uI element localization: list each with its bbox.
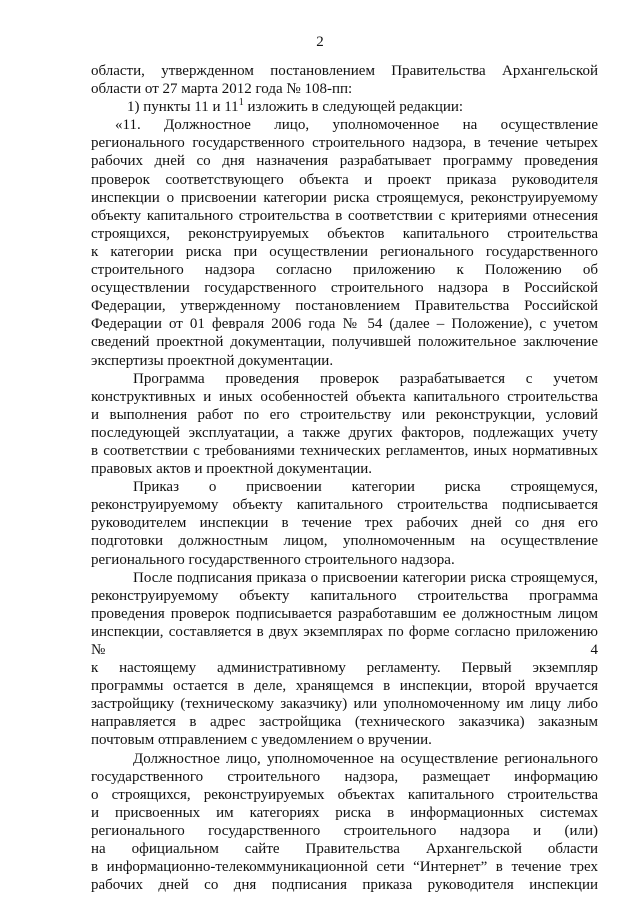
text-line: в соответствии с требованиями технических регламентов, иных нормативных xyxy=(91,442,598,459)
text-line: проверок соответствующего объекта и проект приказа руководителя xyxy=(91,171,598,188)
text-line: объекту капитального строительства в соответствии с критериями отнесения xyxy=(91,207,598,224)
list-item-1-suffix: изложить в следующей редакции: xyxy=(243,99,464,116)
text-line: реконструируемому объекту капитального строительства подписывается xyxy=(91,497,598,514)
text-line: рабочих дней со дня подписания приказа руководителя инспекции xyxy=(91,877,598,894)
document-body xyxy=(91,62,598,894)
text-line: к настоящему административному регламенту. Первый экземпляр xyxy=(91,660,598,677)
text-line: строительного надзора согласно приложению к Положению об xyxy=(91,262,598,279)
text-line: регионального государственного строительного надзора, в течение четырех xyxy=(91,135,598,152)
text-line: области, утвержденном постановлением Правительства Архангельской xyxy=(91,63,598,79)
text-line: и выполнения работ по его строительству или реконструкции, условий xyxy=(91,406,598,423)
text-line: подготовки должностным лицом, уполномоченным на осуществление xyxy=(91,533,598,550)
text-line: инспекции, составляется в двух экземплярах по форме согласно приложению № 4 xyxy=(91,623,598,658)
text-line: застройщику (техническому заказчику) или уполномоченному им лицу либо xyxy=(91,696,598,713)
text-line: к категории риска при осуществлении регионального государственного xyxy=(91,243,598,260)
text-line: регионального государственного строительного надзора. xyxy=(91,551,455,568)
superscript: 1 xyxy=(238,97,244,109)
page-number: 2 xyxy=(316,34,324,50)
list-item-1-prefix: 1) пункты 11 и 11 xyxy=(127,99,239,116)
text-line: строящихся, реконструируемых объектов капитального строительства xyxy=(91,225,598,242)
text-line: экспертизы проектной документации. xyxy=(91,352,334,369)
text-line: государственного строительного надзора, размещает информацию xyxy=(91,768,598,785)
text-line: руководителем инспекции в течение трех рабочих дней со дня его xyxy=(91,515,598,532)
text-line: Федерации от 01 февраля 2006 года № 54 (далее – Положение), с учетом xyxy=(91,316,598,333)
text-line: инспекции о присвоении категории риска строящемуся, реконструируемому xyxy=(91,189,598,206)
text-line: почтовым отправлением с уведомлением о вручении. xyxy=(91,732,432,749)
text-line: в информационно-телекоммуникационной сети “Интернет” в течение трех xyxy=(91,859,598,876)
text-line: Приказ о присвоении категории риска строящемуся, xyxy=(133,479,598,496)
text-line: сведений проектной документации, получившей положительное заключение xyxy=(91,334,598,351)
text-line: Должностное лицо, уполномоченное на осуществление регионального xyxy=(133,750,598,767)
text-line: реконструируемому объекту капитального строительства программа xyxy=(91,587,598,604)
text-line: о строящихся, реконструируемых объектах капитального строительства xyxy=(91,786,598,803)
text-line: «11. Должностное лицо, уполномоченное на осуществление xyxy=(115,117,598,134)
text-line: рабочих дней со дня назначения разрабатывает программу проведения xyxy=(91,153,598,170)
text-line: После подписания приказа о присвоении категории риска строящемуся, xyxy=(133,569,598,586)
text-line: Федерации, утвержденному постановлением Правительства Российской xyxy=(91,298,598,315)
text-line: и присвоенных им категориях риска в информационных системах xyxy=(91,804,598,821)
text-line: последующей эксплуатации, а также других факторов, подлежащих учету xyxy=(91,424,598,441)
text-line: направляется в адрес застройщика (технического заказчика) заказным xyxy=(91,714,598,731)
list-item-1 xyxy=(91,98,598,116)
text-line: на официальном сайте Правительства Архангельской области xyxy=(91,841,598,858)
text-line: проведения проверок подписывается разработавшим ее должностным лицом xyxy=(91,605,598,622)
text-line: области от 27 марта 2012 года № 108-пп: xyxy=(91,81,353,98)
text-line: конструктивных и иных особенностей объекта капитального строительства xyxy=(91,388,598,405)
text-line: правовых актов и проектной документации. xyxy=(91,461,373,478)
text-line: программы остается в деле, хранящемся в инспекции, второй вручается xyxy=(91,678,598,695)
text-line: осуществлении государственного строительного надзора в Российской xyxy=(91,280,598,297)
text-line: регионального государственного строительного надзора и (или) xyxy=(91,822,598,839)
text-line: Программа проведения проверок разрабатывается с учетом xyxy=(133,370,598,387)
